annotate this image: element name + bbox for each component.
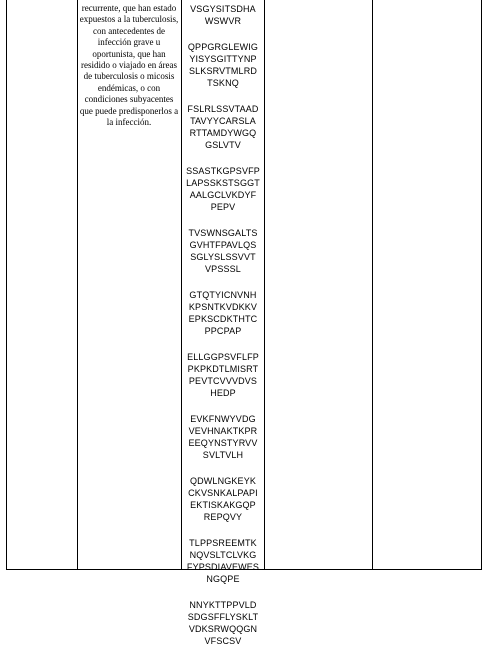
sequence-line: HEDP (210, 388, 236, 398)
sequence-line: VDKSRWQQGN (188, 624, 258, 634)
sequence-line: PEVTCVVVDVS (188, 376, 258, 386)
sequence-line: TLPPSREEMTK (189, 538, 257, 548)
sequence-line: WSWVR (204, 16, 242, 26)
sequence-block (183, 3, 263, 27)
sequence-block (183, 599, 263, 647)
sequence-line: EVKFNWYVDG (190, 414, 256, 424)
sequence-line: YISYSGITTYNP (189, 54, 257, 64)
sequence-block (183, 41, 263, 89)
sequence-line: FYPSDIAVEWES (186, 562, 260, 572)
sequence-line: PPCPAP (204, 326, 242, 336)
sequence-line: PEPV (210, 202, 236, 212)
column-divider-2 (181, 0, 182, 570)
sequence-line: SLKSRVTMLRD (188, 66, 257, 76)
sequence-line: QPPGRGLEWIG (187, 42, 259, 52)
sequence-block (183, 413, 263, 461)
sequence-line: FSLRLSSVTAAD (187, 104, 259, 114)
sequence-line: TSKNQ (207, 78, 239, 88)
sequence-line: GTQTYICNVNH (189, 290, 257, 300)
sequence-line: VSGYSITSDHA (190, 4, 256, 14)
sequence-line: AALGCLVKDYF (189, 190, 257, 200)
column-divider-1 (77, 0, 78, 570)
sequence-line: NQVSLTCLVKG (189, 550, 257, 560)
sequence-line: SVLTVLH (202, 450, 244, 460)
sequence-line: VPSSSL (205, 264, 241, 274)
sequence-line: QDWLNGKEYK (189, 476, 256, 486)
sequence-block (183, 103, 263, 151)
sequence-line: NNYKTTPPVLD (189, 600, 257, 610)
sequence-line: VFSCSV (204, 636, 242, 646)
sequence-block (183, 351, 263, 399)
sequence-line: VEVHNAKTKPR (188, 426, 258, 436)
sequence-line: TVSWNSGALTS (188, 228, 258, 238)
sequence-line: CKVSNKALPAPI (188, 488, 258, 498)
sequence-line: GVHTFPAVLQS (189, 240, 257, 250)
sequence-line: RTTAMDYWGQ (189, 128, 257, 138)
sequence-block (183, 537, 263, 585)
sequence-line: EKTISKAKGQP (190, 500, 256, 510)
sequence-line: GSLVTV (205, 140, 241, 150)
sequence-block (183, 289, 263, 337)
sequence-line: REPQVY (203, 512, 243, 522)
sequence-line: EPKSCDKTHTC (188, 314, 258, 324)
sequence-line: LAPSSKSTSGGT (186, 178, 260, 188)
sequence-line: TAVYYCARSLA (190, 116, 256, 126)
column-divider-4 (372, 0, 373, 570)
sequence-block (183, 165, 263, 213)
column-divider-3 (264, 0, 265, 570)
sequence-line: EEQYNSTYRVV (188, 438, 258, 448)
sequence-line: KPSNTKVDKKV (188, 302, 258, 312)
table-border-right (481, 0, 482, 570)
sequence-line: PKPKDTLMISRT (187, 364, 259, 374)
condition-description: recurrente, que han estado expuestos a la tuberculosis, con antecedentes de infección grave u oportunista, que han residido o viajado en áreas de tuberculosis o micosis endémicas, o con condiciones subyacentes que puede predisponerlos a la infección. (79, 3, 179, 128)
table-border-left (6, 0, 7, 570)
sequence-block (183, 475, 263, 523)
sequence-block (183, 227, 263, 275)
sequence-line: SGLYSLSSVVT (190, 252, 256, 262)
sequence-line: SDGSFFLYSKLT (187, 612, 259, 622)
sequence-column (183, 3, 263, 661)
sequence-line: NGQPE (206, 574, 240, 584)
sequence-line: ELLGGPSVFLFP (187, 352, 259, 362)
sequence-line: SSASTKGPSVFP (186, 166, 260, 176)
